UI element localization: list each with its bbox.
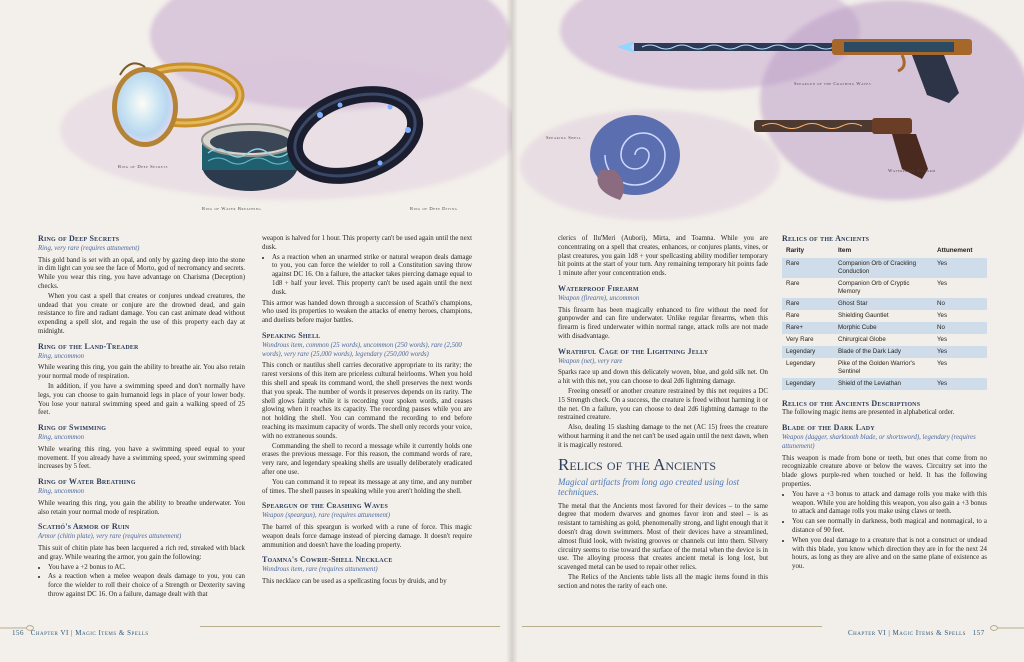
caption-ring-of-deep-diving: Ring of Deep Diving <box>410 206 458 211</box>
cell-attunement: Yes <box>937 279 948 287</box>
rings-illustration <box>90 45 440 210</box>
column-header-item: Item <box>838 246 852 254</box>
section-title-relics-of-the-ancients: Relics of the Ancients <box>558 454 717 474</box>
paragraph: Also, dealing 15 slashing damage to the net (AC 15) frees the creature without harming it and the net can't be used again until the next dawn, when it is magically restored. <box>558 424 769 449</box>
speaking-shell-illustration <box>580 110 690 205</box>
footer-chapter: Chapter VI <box>30 629 69 637</box>
paragraph: Sparks race up and down this delicately woven, blue, and gold silk net. On a hit with this net, you can choose to deal 2d6 lightning damage. <box>558 369 768 386</box>
column-header-attunement: Attunement <box>937 246 973 254</box>
heading-relics-descriptions: Relics of the Ancients Descriptions <box>782 398 921 408</box>
right-page <box>512 0 1024 662</box>
footer-ornament-icon <box>990 622 1024 634</box>
cell-attunement: No <box>933 322 987 334</box>
heading-speaking-shell: Speaking Shell <box>262 330 321 340</box>
footer-chapter: Chapter VI <box>848 629 887 637</box>
cell-item: Ghost Star <box>834 298 933 310</box>
subtitle-necklace: Wondrous item, rare (requires attunement) <box>262 566 378 574</box>
caption-speargun: Speargun of the Crashing Waves <box>794 81 872 86</box>
subtitle-ring-of-water-breathing: Ring, uncommon <box>38 487 85 495</box>
paragraph: While wearing this ring, you gain the ability to breathe air. You also retain your normal mode of respiration. <box>38 364 245 381</box>
paragraph: The following magic items are presented in alphabetical order. <box>782 409 955 417</box>
paragraph: The barrel of this speargun is worked with a rune of force. This magic weapon deals force damage instead of piercing damage. It doesn't require ammunition and doesn't have the loading property. <box>262 523 472 549</box>
paragraph: This gold band is set with an opal, and only by gazing deep into the stone in dim light can you see the face of Morto, god of necromancy and secrets. While you wear this ring, you have advantage on Charisma (Deception) checks. <box>38 256 245 290</box>
cell-item: Blade of the Dark Lady <box>834 346 933 358</box>
subtitle-scathos-armor-of-ruin: Armor (chitin plate), very rare (requires attunement) <box>38 533 182 541</box>
subtitle-ring-of-swimming: Ring, uncommon <box>38 433 85 441</box>
paragraph: This firearm has been magically enhanced to fire without the need for gunpowder and can fire underwater. Unlike regular firearms, when this firearm is fired underwater within normal range, attack rolls are not made with disadvantage. <box>558 306 768 340</box>
caption-ring-of-water-breathing: Ring of Water Breathing <box>202 206 262 211</box>
cell-rarity: Rare+ <box>782 322 834 334</box>
heading-blade-of-the-dark-lady: Blade of the Dark Lady <box>782 423 875 433</box>
cell-rarity: Legendary <box>782 378 834 390</box>
table-row <box>782 322 987 334</box>
cell-item: Companion Orb of Cryptic Memory <box>838 279 910 295</box>
subtitle-ring-of-deep-secrets: Ring, very rare (requires attunement) <box>38 244 140 252</box>
cell-rarity: Legendary <box>782 346 834 358</box>
list-item: • You have a +3 bonus to attack and damage rolls you make with this weapon. While you are holding this weapon, you also gain a +3 bonus to attack and damage rolls you make using claws or teeth. <box>792 491 987 517</box>
bullet-list <box>782 491 987 572</box>
cell-attunement: Yes <box>937 359 948 367</box>
table-row <box>782 298 987 310</box>
heading-speargun-of-the-crashing-waves: Speargun of the Crashing Waves <box>262 501 388 511</box>
list-item: • As a reaction when a melee weapon deals damage to you, you can force the wielder to roll their choice of a Strength or Dexterity saving throw against DC 16. On a failure, damage dealt with that <box>48 573 245 599</box>
paragraph: The Relics of the Ancients table lists all the magic items found in this section and notes the rarity of each one. <box>558 573 768 590</box>
table-header-row <box>782 245 987 258</box>
paragraph: This weapon is made from bone or teeth, but ones that come from no recognizable creature above or below the waves. Circuitry set into the blade glows purple-red when touched or held. It has the following properties. <box>782 454 987 488</box>
heading-ring-of-water-breathing: Ring of Water Breathing <box>38 477 136 487</box>
paragraph: The metal that the Ancients most favored for their devices – to the same degree that modern dwarves and gnomes favor iron and steel – is as resistant to tarnishing as gold, phenomenally strong, and light enough that it doesn't drag down swimmers. Most of their devices have a streamlined, almost fluid look, with twisting grooves or channels cut into them. Silvery circuitry seems to rise toward the surface of the metal when the device is in use. The alloying process that creates ancient metal is long lost, but scavenged metal can be used to repair other relics. <box>558 502 768 572</box>
right-column-1 <box>558 235 768 593</box>
left-column-2 <box>262 235 472 588</box>
paragraph: In addition, if you have a swimming speed and don't normally have legs, you can choose to gain humanoid legs in place of your lower body. You lose your natural swimming speed and gain a walking speed of 25 feet. <box>38 382 245 417</box>
paragraph: This armor was handed down through a succession of Scathó's champions, who used its properties to weaken the attacks of enemy heroes, champions, and duelists before major battles. <box>262 299 472 325</box>
page-number: 157 <box>972 629 985 637</box>
paragraph: While wearing this ring, you have a swimming speed equal to your movement. If you already have a swimming speed, your swimming speed increases by 5 feet. <box>38 445 245 471</box>
subtitle-blade-of-the-dark-lady: Weapon (dagger, sharktooth blade, or shortsword), legendary (requires attunement) <box>782 433 976 450</box>
list-item: • When you deal damage to a creature that is not a construct or undead with this blade, you know which direction they are in for the next 24 hours, as long as they are alive and on the same plane of existence as you. <box>792 537 987 572</box>
cell-item: Shield of the Leviathan <box>834 378 933 390</box>
paragraph: This necklace can be used as a spellcasting focus by druids, and by <box>262 577 447 585</box>
right-column-2 <box>782 235 987 574</box>
heading-scathos-armor-of-ruin: Scathó's Armor of Ruin <box>38 522 130 532</box>
footer-left: 156 Chapter VI | Magic Items & Spells <box>12 629 149 637</box>
heading-wrathful-cage: Wrathful Cage of the Lightning Jelly <box>558 346 709 356</box>
cell-attunement: No <box>933 298 987 310</box>
paragraph: When you cast a spell that creates or conjures undead creatures, the undead that you create or conjure are the drowned dead, and gain resistance to fire and radiant damage. You can cast animate dead without expending a spell slot, and regain the use of this property each day at midnight. <box>38 292 245 335</box>
subtitle-speaking-shell: Wondrous item, common (25 words), uncommon (250 words), rare (2,500 words), very rare (25,000 words), legendary (250,000 words) <box>262 341 462 358</box>
table-row <box>782 334 987 346</box>
cell-item: Pike of the Golden Warrior's Sentinel <box>838 359 915 375</box>
column-header-rarity: Rarity <box>786 246 805 254</box>
bullet-list <box>38 564 245 600</box>
table-row <box>782 278 987 298</box>
section-lead: Magical artifacts from long ago created using lost techniques. <box>558 476 740 498</box>
paragraph: This conch or nautilus shell carries decorative appropriate to its rarity; the rarest versions of this item are priceless cultural heirlooms. When you hold this shell and speak its command word, the shell preserves the next words that you speak. The number of words it preserves depends on its rarity. The shell glows faintly while it is recording your spoken words, and ceases glowing when it reaches its capacity. The recording pauses while you are not holding the shell. You can command the recording to end before reaching its maximum capacity of words. The shell only records your voice, with no extraneous sounds. <box>262 362 472 440</box>
cell-rarity: Rare <box>782 298 834 310</box>
table-row <box>782 310 987 322</box>
paragraph: Freeing oneself or another creature restrained by this net requires a DC 15 Strength check. On a success, the creature is freed without harming it or the net. On a failure, you can choose to deal 2d6 lightning damage to the restrained creature. <box>558 387 768 422</box>
list-item: • You can see normally in darkness, both magical and nonmagical, to a distance of 90 feet. <box>792 518 987 536</box>
heading-ring-of-deep-secrets: Ring of Deep Secrets <box>38 234 120 243</box>
speargun-illustration <box>612 35 992 115</box>
paragraph: clerics of Ilu'Meri (Aubori), Mirta, and Toamna. While you are concentrating on a spell that creates, enhances, or conjures plants, vines, or plast creatures, you gain 1d8 + your spellcasting ability modifier temporary hit points at the start of your turn. Any remaining temporary hit points fade 1 minute after your concentration ends. <box>558 235 768 278</box>
heading-waterproof-firearm: Waterproof Firearm <box>558 283 639 293</box>
list-item: • As a reaction when an unarmed strike or natural weapon deals damage to you, you can force the wielder to roll a Constitution saving throw against DC 16. On a failure, the attacker takes piercing damage equal to 1d8 + half your level. This property can't be used again until the next dusk. <box>272 254 472 298</box>
paragraph: You can command it to repeat its message at any time, and any number of times. The shell pauses in speaking while you aren't holding the shell. <box>262 478 472 495</box>
list-item: • You have a +2 bonus to AC. <box>48 564 245 573</box>
subtitle-waterproof-firearm: Weapon (firearm), uncommon <box>558 294 640 302</box>
relics-table <box>782 245 987 390</box>
footer-section: Magic Items & Spells <box>892 629 966 637</box>
cell-attunement: Yes <box>937 335 948 343</box>
cell-attunement: Yes <box>933 346 987 358</box>
caption-speaking-shell: Speaking Shell <box>546 135 582 140</box>
ring-of-deep-diving-image <box>284 80 425 191</box>
footer-section: Magic Items & Spells <box>75 629 149 637</box>
book-gutter <box>506 0 518 662</box>
heading-ring-of-swimming: Ring of Swimming <box>38 423 107 433</box>
cell-rarity: Rare <box>782 258 834 278</box>
ring-of-water-breathing-image <box>202 124 298 191</box>
cell-rarity: Rare <box>786 311 800 319</box>
paragraph: Commanding the shell to record a message while it currently holds one erases the previous message. For this reason, the command words of rare, very rare, and legendary speaking shells are usually deliberately eradicated after one use. <box>262 442 472 476</box>
cell-attunement: Yes <box>933 258 987 278</box>
table-title: Relics of the Ancients <box>782 234 870 243</box>
caption-ring-of-deep-secrets: Ring of Deep Secrets <box>118 164 169 169</box>
bullet-list <box>262 254 472 298</box>
paragraph: This suit of chitin plate has been lacquered a rich red, streaked with black and gray. While wearing the armor, you gain the following: <box>38 544 245 561</box>
table-row <box>782 358 987 378</box>
cell-item: Chirurgical Globe <box>838 335 886 343</box>
cell-item: Morphic Cube <box>834 322 933 334</box>
heading-toamnas-cowrie-shell-necklace: Toamna's Cowrie-Shell Necklace <box>262 555 393 565</box>
page-number: 156 <box>12 629 24 637</box>
cell-rarity: Rare <box>786 279 800 287</box>
cell-rarity: Very Rare <box>786 335 814 343</box>
table-row <box>782 378 987 390</box>
subtitle-wrathful-cage: Weapon (net), very rare <box>558 357 623 365</box>
subtitle-speargun: Weapon (speargun), rare (requires attunement) <box>262 512 391 520</box>
table-row <box>782 346 987 358</box>
cell-attunement: Yes <box>933 378 987 390</box>
table-row <box>782 258 987 278</box>
cell-item: Shielding Gauntlet <box>838 311 889 319</box>
heading-ring-of-the-land-treader: Ring of the Land-Treader <box>38 341 139 351</box>
cell-item: Companion Orb of Crackling Conduction <box>834 258 933 278</box>
paragraph: weapon is halved for 1 hour. This property can't be used again until the next dusk. <box>262 235 472 251</box>
cell-rarity: Legendary <box>786 359 816 367</box>
waterproof-firearm-illustration <box>752 112 932 187</box>
paragraph: While wearing this ring, you gain the ability to breathe underwater. You also retain your normal mode of respiration. <box>38 499 245 516</box>
left-column-1 <box>38 235 245 602</box>
caption-waterproof-firearm: Waterproof Firearm <box>888 168 936 173</box>
subtitle-ring-of-the-land-treader: Ring, uncommon <box>38 352 85 360</box>
footer-right: Chapter VI | Magic Items & Spells 157 <box>848 629 985 637</box>
cell-attunement: Yes <box>937 311 948 319</box>
